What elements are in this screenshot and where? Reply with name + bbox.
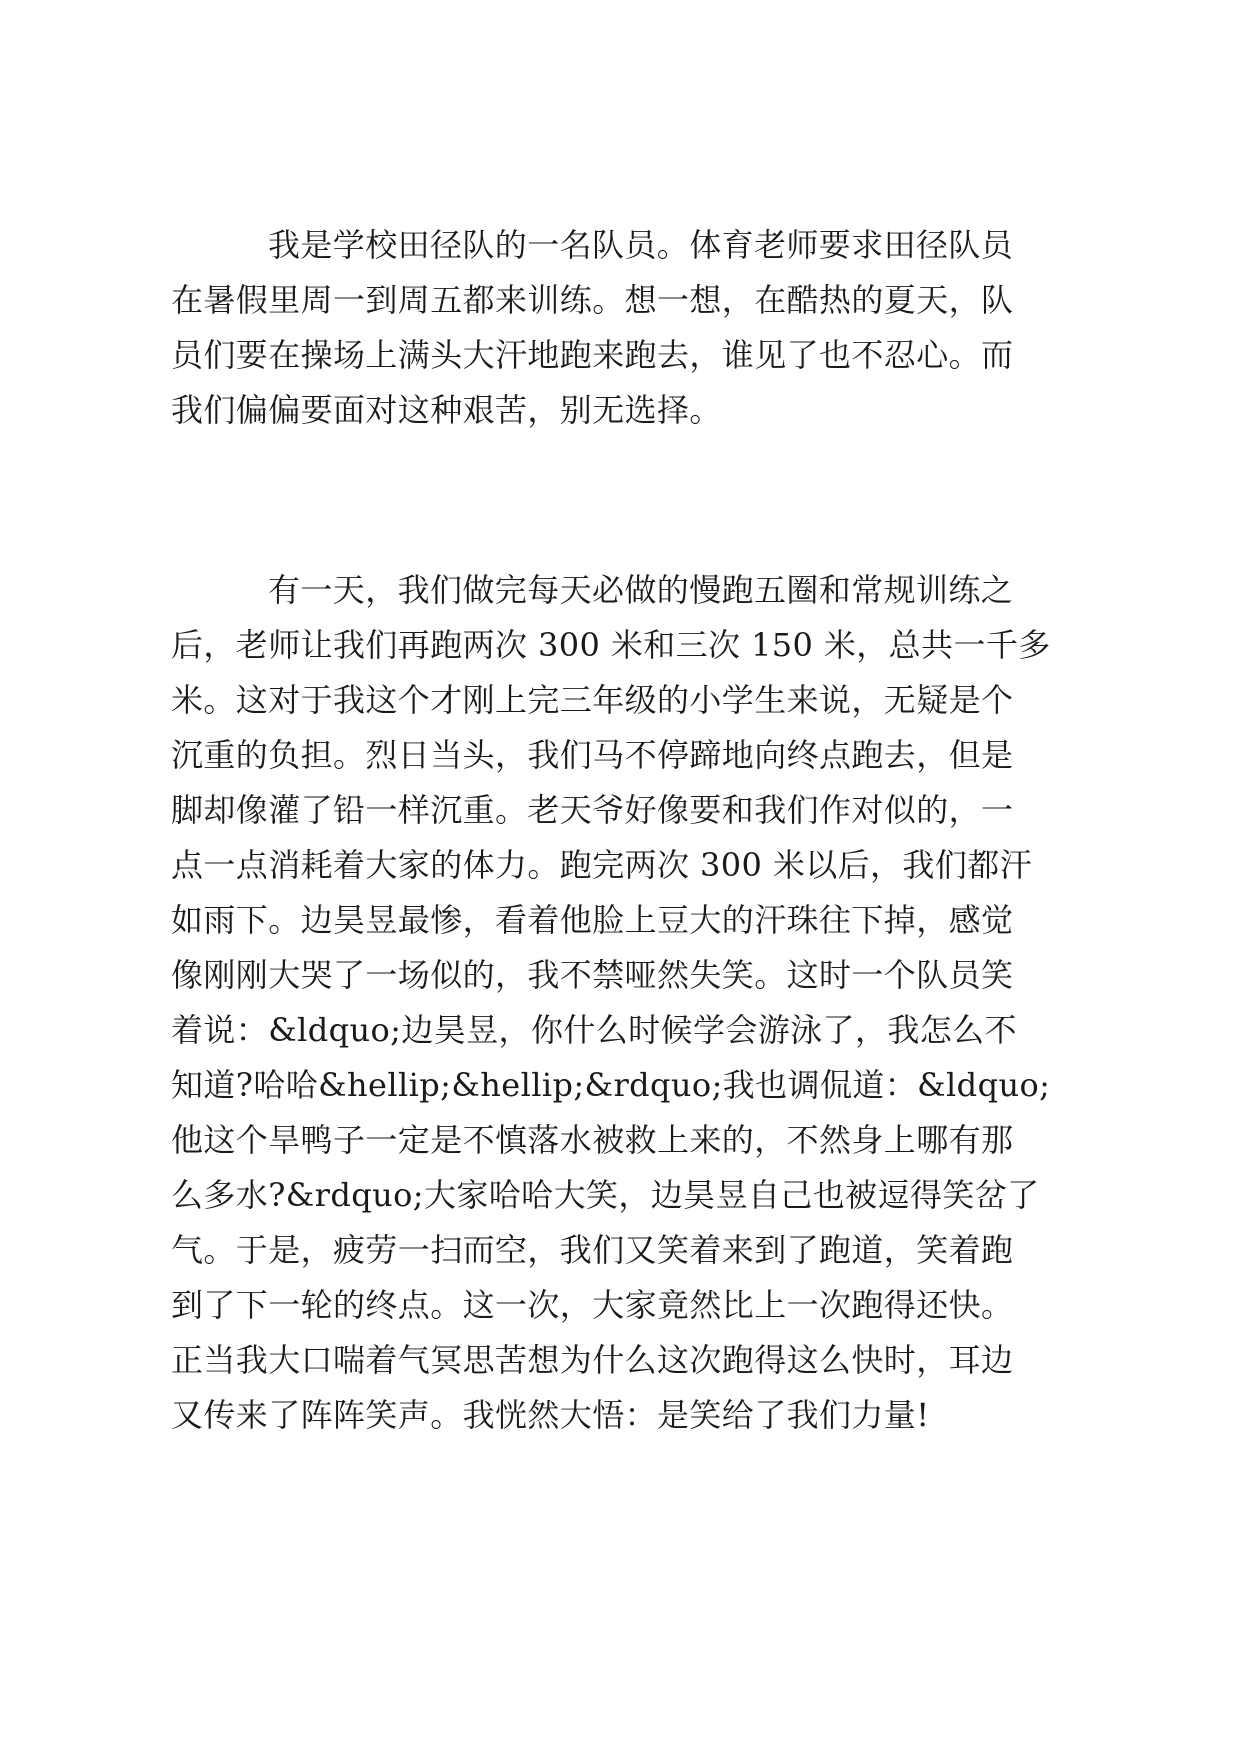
paragraph-2-line-12: 么多水?&rdquo;大家哈哈大笑，边昊昱自己也被逗得笑岔了 — [171, 1176, 1040, 1214]
paragraph-2-line-3: 米。这对于我这个才刚上完三年级的小学生来说，无疑是个 — [171, 681, 1014, 719]
paragraph-2-line-1: 有一天，我们做完每天必做的慢跑五圈和常规训练之 — [268, 571, 1014, 609]
paragraph-2-line-5: 脚却像灌了铅一样沉重。老天爷好像要和我们作对似的，一 — [171, 791, 1014, 829]
paragraph-2-line-16: 又传来了阵阵笑声。我恍然大悟：是笑给了我们力量! — [171, 1396, 930, 1434]
paragraph-1-line-3: 员们要在操场上满头大汗地跑来跑去，谁见了也不忍心。而 — [171, 336, 1014, 374]
paragraph-2-line-11: 他这个旱鸭子一定是不慎落水被救上来的，不然身上哪有那 — [171, 1121, 1014, 1159]
paragraph-2-line-14: 到了下一轮的终点。这一次，大家竟然比上一次跑得还快。 — [171, 1286, 1014, 1324]
paragraph-2-line-13: 气。于是，疲劳一扫而空，我们又笑着来到了跑道，笑着跑 — [171, 1231, 1014, 1269]
paragraph-1-line-1: 我是学校田径队的一名队员。体育老师要求田径队员 — [268, 226, 1014, 264]
paragraph-2-line-2: 后，老师让我们再跑两次 300 米和三次 150 米，总共一千多 — [171, 626, 1051, 664]
paragraph-1-line-4: 我们偏偏要面对这种艰苦，别无选择。 — [171, 391, 722, 429]
paragraph-2-line-4: 沉重的负担。烈日当头，我们马不停蹄地向终点跑去，但是 — [171, 736, 1014, 774]
paragraph-1-line-2: 在暑假里周一到周五都来训练。想一想，在酷热的夏天，队 — [171, 281, 1014, 319]
paragraph-2-line-10: 知道?哈哈&hellip;&hellip;&rdquo;我也调侃道：&ldquo; — [171, 1066, 1051, 1104]
paragraph-2-line-9: 着说：&ldquo;边昊昱，你什么时候学会游泳了，我怎么不 — [171, 1011, 1017, 1049]
paragraph-2-line-7: 如雨下。边昊昱最惨，看着他脸上豆大的汗珠往下掉，感觉 — [171, 901, 1014, 939]
paragraph-2-line-15: 正当我大口喘着气冥思苦想为什么这次跑得这么快时，耳边 — [171, 1341, 1014, 1379]
paragraph-2-line-6: 点一点消耗着大家的体力。跑完两次 300 米以后，我们都汗 — [171, 846, 1033, 884]
paragraph-2-line-8: 像刚刚大哭了一场似的，我不禁哑然失笑。这时一个队员笑 — [171, 956, 1014, 994]
